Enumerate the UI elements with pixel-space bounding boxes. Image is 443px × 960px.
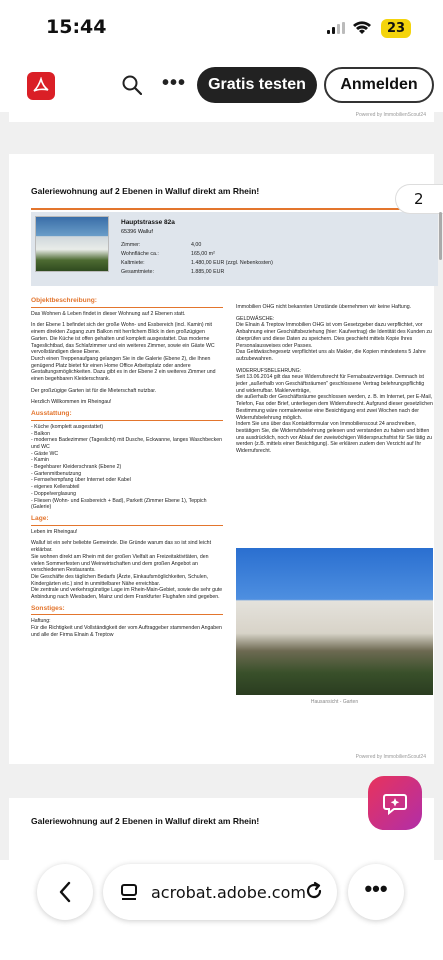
pdf-page-2 (9, 154, 434, 764)
fact-row (121, 242, 202, 248)
expose-title: Galeriewohnung auf 2 Ebenen in Walluf direkt am Rhein! (31, 816, 260, 826)
more-options-icon[interactable]: ••• (162, 72, 187, 94)
address-street: Hauptstrasse 82a (121, 219, 175, 226)
more-menu-button[interactable]: ••• (348, 864, 404, 920)
paragraph: GELDWÄSCHE: Die Elnain & Treptow Immobilien OHG ist vom Gesetzgeber dazu verpflichtet, vor Anbahnung einer Geschäftsbeziehung (hier: Kaufvertrag) die Identität des Kunden zu überprüfen und diese Daten zu speichern. Dies geschieht mittels Kopie Ihres Personalausweises oder Passes. Das Geldwäschegesetz verpflichtet uns als Makler, die Kopien mindestens 5 Jahre aufzubewahren. (236, 315, 432, 362)
wifi-icon (352, 20, 372, 35)
paragraph: In der Ebene 1 befindet sich der große Wohn- und Essbereich (incl. Kamin) mit einem direkten Zugang zum Balkon mit herrlichem Blick in den großzügigen Garten. Die Küche ist offen gehalten und komplett ausgestattet. Das moderne Tageslichtbad, das Schlafzimmer und ein weiteres Zimmer, sowie ein Gäste WC vervollständigen diese Ebene. Durch einen Treppenaufgang gelangen Sie in die Galerie (Ebene 2), die Ihnen genügend Platz bietet für einen Home Office Arbeitsplatz oder andere Gestaltungsmöglichkeiten. Dazu gibt es in der Ebene 2 ein weiteres Zimmer und einen begehbaren Kleiderschrank. (31, 322, 216, 383)
fact-label: Gesamtmiete: (121, 269, 154, 275)
scrollbar-thumb[interactable] (439, 212, 442, 260)
fact-value: 1.480,00 EUR (zzgl. Nebenkosten) (191, 260, 273, 266)
acrobat-toolbar (0, 62, 443, 108)
back-button[interactable] (37, 864, 93, 920)
paragraph: Haftung: Für die Richtigkeit und Vollständigkeit der vom Auftraggeber stammenden Angaben und alle der Firma Elnain & Treptow (31, 618, 222, 638)
clock: 15:44 (46, 16, 107, 38)
url-text: acrobat.adobe.com (151, 883, 306, 902)
page-menu-icon[interactable] (119, 882, 139, 902)
paragraph: Herzlich Willkommen im Rheingau! (31, 399, 112, 406)
free-trial-button[interactable]: Gratis testen (197, 67, 317, 103)
left-column (31, 294, 223, 644)
pdf-page-previous (9, 112, 434, 122)
fact-row (121, 269, 225, 275)
paragraph: Immobilien OHG nicht bekannten Umstände übernehmen wir keine Haftung. (236, 304, 412, 310)
cellular-signal-icon (327, 22, 345, 34)
address-bar[interactable] (103, 864, 337, 920)
pdf-viewer[interactable] (0, 112, 443, 860)
powered-by-footer: Powered by ImmobilienScout24 (355, 112, 426, 118)
ai-assistant-button[interactable] (368, 776, 422, 830)
fact-label: Zimmer: (121, 242, 141, 248)
feature-list: - Küche (komplett ausgestattet) - Balkon - modernes Badezimmer (Tageslicht) mit Dusche, Eckwanne, langes Waschbecken und WC - Gäste WC - Kamin - Begehbarer Kleiderschrank (Ebene 2) - Gartenmitbenutzung - Fernsehempfang über Internet oder Kabel - eigenes Kellerabteil - Doppelverglasung - Fliesen (Wohn- und Essbereich + Bad), Parkett (Zimmer Ebene 1), Teppich (Galerie) (31, 423, 222, 511)
paragraph: Walluf ist ein sehr beliebte Gemeinde. Die Gründe warum das so ist sind leicht erklärbar. Sie wohnen direkt am Rhein mit der großen Vielfalt an Freizeitaktivitäten, den vielen Sommerfesten und Weinwirtschaften und dem großen Angebot an verschiedenen Restaurants. Die Geschäfte des täglichen Bedarfs (Ärzte, Einkaufsmöglichkeiten, Schulen, Kindergärten etc.) sind in unmittelbarer Nähe erreichbar. Die zentrale und verkehrsgünstige Lage im Rhein-Main-Gebiet, sowie die sehr gute Anbindung nach Wiesbaden, Mainz und dem Frankfurter Flughafen sind gegeben. (31, 540, 223, 601)
section-heading-sonstiges: Sonstiges: (31, 606, 223, 616)
paragraph: WIDERRUFSBELEHRUNG: Seit 13.06.2014 gilt das neue Widerrufsrecht für Fernabsatzverträge. Demnach ist jeder „außerhalb von Geschäftsräumen" geschlossene Vertrag belehrungspflichtig und widerrufbar. Maklerverträge, die außerhalb der Geschäftsräume geschlossen werden, z. B. im Internet, per E-Mail, Telefon, Fax oder Brief, unterliegen dem Widerrufsrecht. Aufgrund dieser gesetzlichen Bestimmung wäre normalerweise eine Besichtigung erst zwei Wochen nach der Widerrufsbelehrung möglich. Indem Sie uns über das Kontaktformular von Immobilienscout 24 anschreiben, bestätigen Sie, die Widerrufsbelehrung gelesen und verstanden zu haben und bitten uns ausdrücklich, noch vor Ablauf der zweiwöchigen Widerspruchsfrist für Sie tätig zu werden (z.B. mittels einer Besichtigung). Sie erklären zudem den Verzicht auf Ihr Widerrufsrecht. (236, 367, 433, 455)
adobe-acrobat-logo-icon[interactable] (27, 72, 55, 100)
powered-by-footer: Powered by ImmobilienScout24 (355, 754, 426, 760)
expose-title: Galeriewohnung auf 2 Ebenen in Walluf direkt am Rhein! (31, 186, 260, 196)
sparkle-chat-icon (381, 789, 409, 817)
fact-value: 4,00 (191, 242, 202, 248)
fact-row (121, 260, 273, 266)
title-divider (31, 208, 438, 210)
fact-value: 1.885,00 EUR (191, 269, 225, 275)
search-icon[interactable] (122, 75, 142, 95)
section-heading-ausstattung: Ausstattung: (31, 411, 223, 421)
reload-icon[interactable] (303, 880, 325, 902)
status-bar (0, 0, 443, 54)
paragraph: Leben im Rheingau! (31, 528, 78, 535)
paragraph: Das Wohnen & Leben findet in dieser Wohnung auf 2 Ebenen statt. (31, 310, 186, 317)
paragraph: Der großzügige Garten ist für die Mieterschaft nutzbar. (31, 387, 157, 394)
fact-label: Wohnfläche ca.: (121, 251, 159, 257)
fact-row (121, 251, 215, 257)
photo-caption: Hausansicht - Garten (310, 699, 359, 705)
fact-value: 165,00 m² (191, 251, 215, 257)
sign-in-button[interactable]: Anmelden (324, 67, 434, 103)
chevron-left-icon (58, 881, 72, 903)
section-heading-lage: Lage: (31, 516, 223, 526)
house-garden-photo (236, 548, 433, 695)
browser-bottom-bar (0, 860, 443, 960)
section-heading-beschreibung: Objektbeschreibung: (31, 298, 223, 308)
house-thumbnail-image (35, 216, 109, 272)
fact-label: Kaltmiete: (121, 260, 145, 266)
address-city: 65396 Walluf (121, 229, 153, 235)
right-column (236, 304, 433, 460)
property-summary-box (31, 212, 438, 286)
battery-indicator: 23 (381, 19, 411, 38)
page-number-indicator[interactable]: 2 (395, 184, 443, 214)
